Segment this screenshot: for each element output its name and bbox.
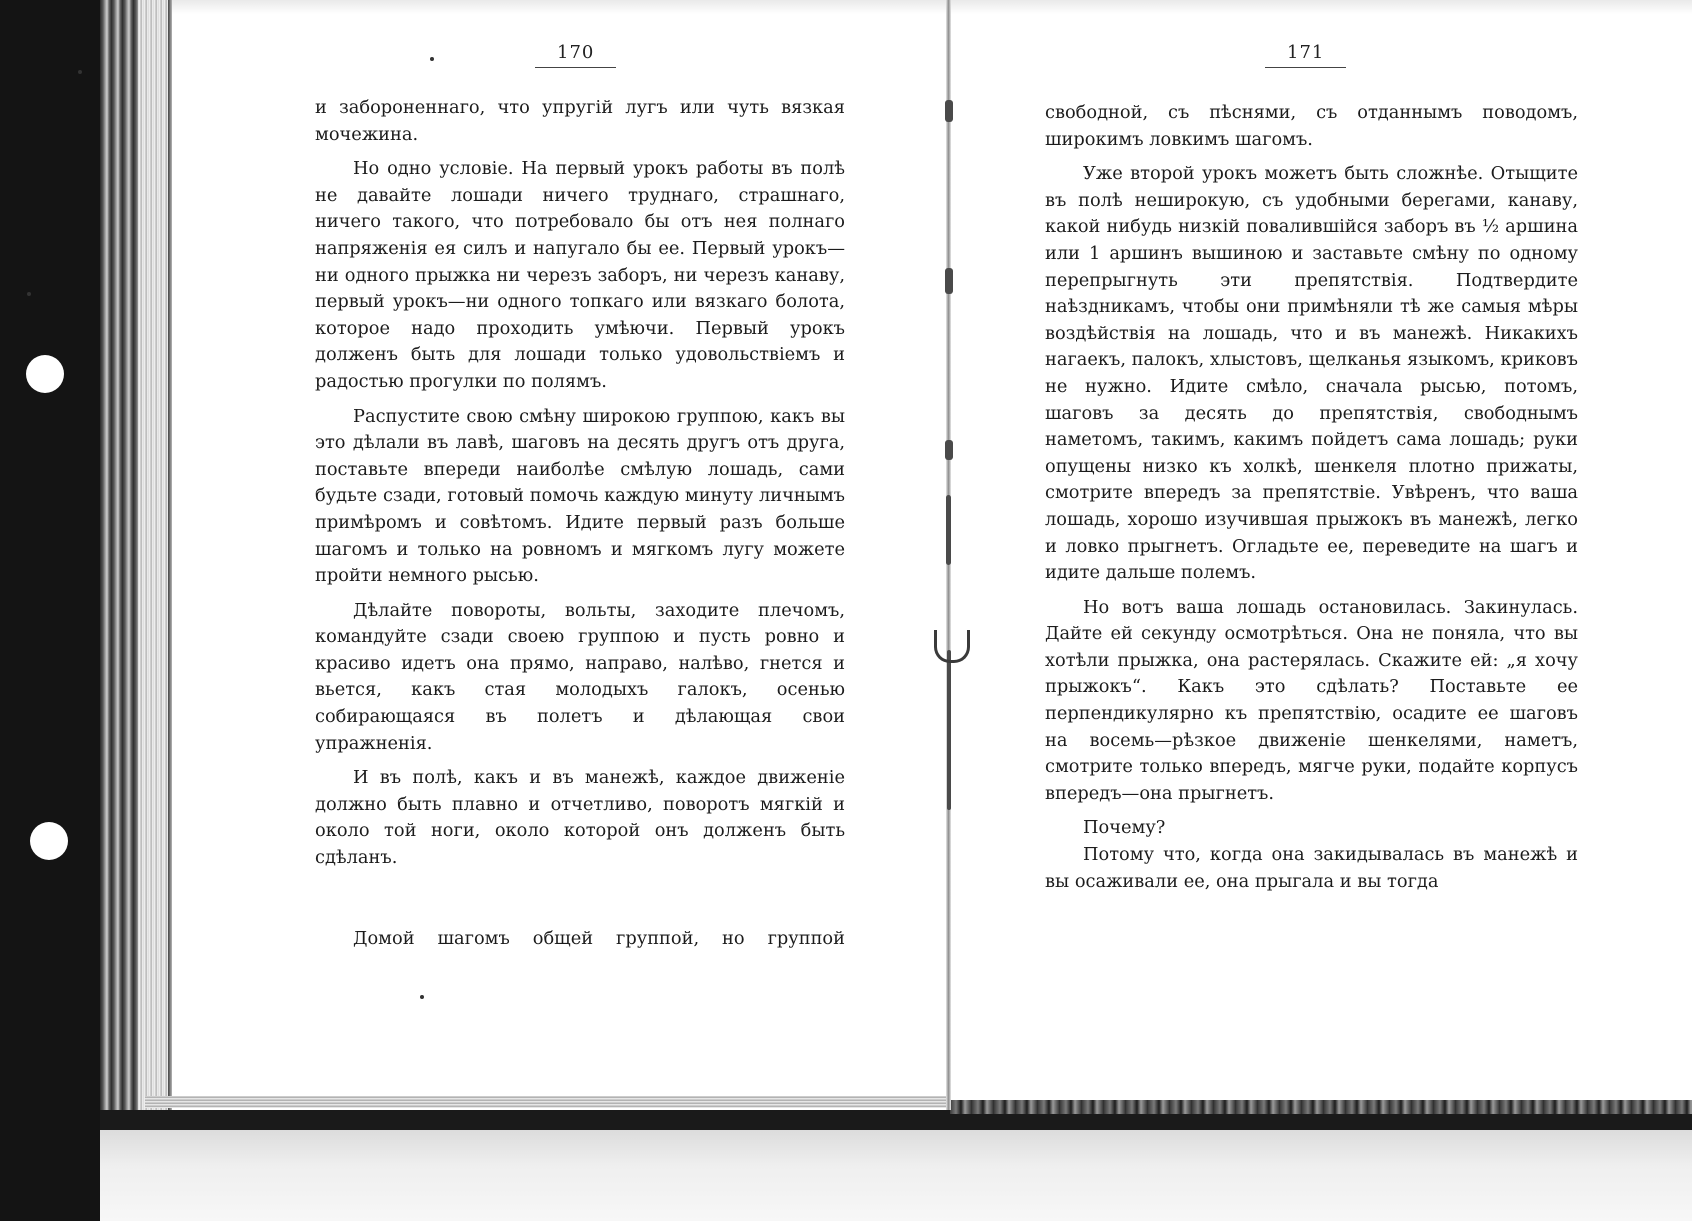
paragraph: Распустите свою смѣну широкою группою, какъ вы это дѣлали въ лавѣ, шаговъ на десять другъ отъ друга, поставьте впереди наиболѣе смѣлую лошадь, сами будьте сзади, готовый помочь каждую минуту личнымъ примѣромъ и совѣтомъ. Идите первый разъ больше шагомъ и только на ровномъ и мягкомъ лугу можете пройти немного рысью. — [315, 405, 845, 587]
paragraph: Почему? — [1083, 817, 1166, 839]
page-text — [315, 95, 845, 880]
book-cover-bottom-texture — [950, 1100, 1692, 1114]
binding-thread — [945, 268, 953, 294]
paragraph: Дѣлайте повороты, вольты, заходите плечомъ, командуйте сзади своею группою и пусть ровно и красиво идетъ она прямо, направо, налѣво, гнется и вьется, какъ стая молодыхъ галокъ, осенью собирающаяся въ полетъ и дѣлающая свои упражненія. — [315, 599, 845, 754]
page-bottom-edge — [145, 1096, 950, 1108]
binding-thread — [947, 650, 951, 810]
paragraph: и забороненнаго, что упругій лугъ или чуть вязкая мочежина. — [315, 97, 845, 145]
paragraph: Уже второй урокъ можетъ быть сложнѣе. Отыщите въ полѣ неширокую, съ удобными берегами, канаву, какой нибудь низкій повалившійся заборъ въ ½ аршина или 1 аршинъ вышиною и заставьте смѣну по одному перепрыгнуть эти препятствія. Подтвердите наѣздникамъ, чтобы они примѣняли тѣ же самыя мѣры воздѣйствія на лошадь, что и въ манежѣ. Никакихъ нагаекъ, палокъ, хлыстовъ, щелканья языкомъ, криковъ не нужно. Идите смѣло, сначала рысью, потомъ, шаговъ за десять до препятствія, свободнымъ наметомъ, такимъ, какимъ пойдетъ сама лошадь; руки опущены низко къ холкѣ, шенкеля плотно прижаты, смотрите впередъ за препятствіе. Увѣренъ, что ваша лошадь, хорошо изучившая прыжокъ въ манежѣ, легко и ловко прыгнетъ. Огладьте ее, переведите на шагъ и идите дальше полемъ. — [1045, 163, 1578, 584]
paragraph: И въ полѣ, какъ и въ манежѣ, каждое движеніе должно быть плавно и отчетливо, поворотъ мягкій и около той ноги, около которой онъ долженъ быть сдѣланъ. — [315, 767, 845, 869]
binding-thread — [945, 100, 953, 122]
punch-hole-top — [26, 355, 64, 393]
binding-thread — [946, 495, 951, 565]
binding-thread — [945, 440, 953, 460]
paragraph-start: Домой шагомъ общей группой, но группой — [353, 928, 845, 949]
paragraph: Но одно условіе. На первый урокъ работы въ полѣ не давайте лошади ничего труднаго, страшнаго, ничего такого, что потребовало бы отъ нея полнаго напряженія ея силъ и напугало бы ее. Первый урокъ—ни одного прыжка ни черезъ заборъ, ни черезъ канаву, первый урокъ—ни одного топкаго или вязкаго болота, которое надо проходить умѣючи. Первый урокъ долженъ быть для лошади только удовольствіемъ и радостью прогулки по полямъ. — [315, 158, 845, 392]
binding-knot — [934, 630, 970, 663]
paragraph: Потому что, когда она закидывалась въ манежѣ и вы осаживали ее, она прыгала и вы тогда — [1045, 844, 1578, 892]
scanner-edge — [0, 0, 100, 1221]
left-page — [300, 0, 845, 1090]
page-text — [1045, 100, 1578, 903]
page-stack-edge — [138, 0, 168, 1112]
paragraph: свободной, съ пѣснями, съ отданнымъ поводомъ, широкимъ ловкимъ шагомъ. — [1045, 102, 1578, 150]
dust-speck — [78, 70, 82, 74]
scan-background — [100, 1130, 1692, 1221]
paragraph: Но вотъ ваша лошадь остановилась. Закинулась. Дайте ей секунду осмотрѣться. Она не поняла, что вы хотѣли прыжка, она растерялась. Скажите ей: „я хочу прыжокъ“. Какъ это сдѣлать? Поставьте ее перпендикулярно къ препятствію, осадите ее шаговъ на восемь—рѣзкое движеніе шенкелями, наметъ, смотрите только впередъ, мягче руки, подайте корпусъ впередъ—она прыгнетъ. — [1045, 596, 1578, 804]
punch-hole-bottom — [30, 822, 68, 860]
page-number: 170 — [535, 42, 616, 68]
dust-speck — [27, 292, 31, 296]
right-page — [1040, 0, 1580, 1090]
page-number: 171 — [1265, 42, 1346, 68]
